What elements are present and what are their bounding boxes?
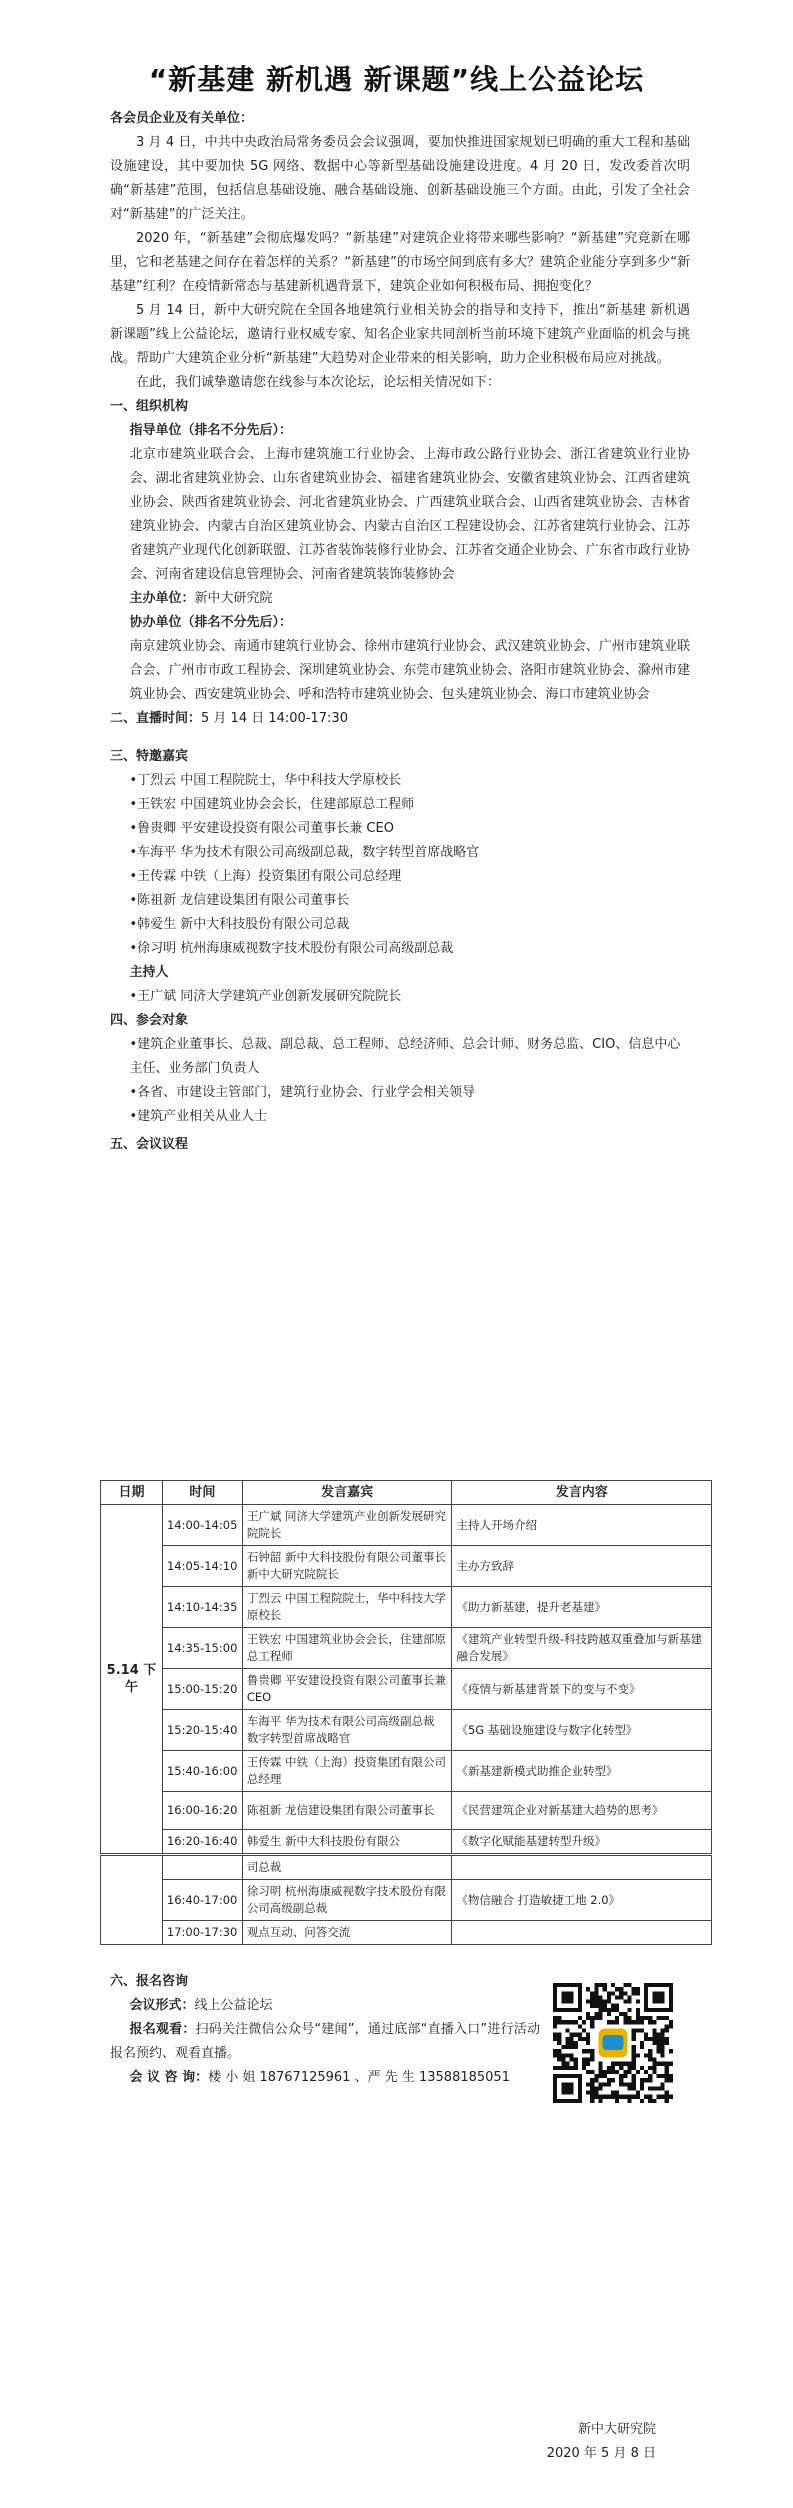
host-unit-label: 主办单位： <box>129 591 195 606</box>
agenda-time: 14:05-14:10 <box>162 1546 242 1587</box>
agenda-speaker: 王铁宏 中国建筑业协会会长，住建部原总工程师 <box>242 1628 452 1669</box>
agenda-speaker: 陈祖新 龙信建设集团有限公司董事长 <box>242 1792 452 1830</box>
agenda-speaker: 石钟韶 新中大科技股份有限公司董事长 新中大研究院院长 <box>242 1546 452 1587</box>
table-row <box>101 1921 712 1945</box>
table-row <box>101 1856 712 1880</box>
intro-paragraph-3: 5 月 14 日，新中大研究院在全国各地建筑行业相关协会的指导和支持下，推出“新基建 新机遇 新课题”线上公益论坛，邀请行业权威专家、知名企业家共同剖析当前环境下建筑产业面临的机会与挑战。帮助广大建筑企业分析“新基建”大趋势对企业带来的相关影响，助力企业积极布局应对挑战。 <box>110 303 690 366</box>
agenda-topic: 《疫情与新基建背景下的变与不变》 <box>452 1669 712 1710</box>
audience-item: •建筑企业董事长、总裁、副总裁、总工程师、总经济师、总会计师、财务总监、CIO、信息中心主任、业务部门负责人 <box>129 1037 681 1076</box>
table-row <box>101 1830 712 1854</box>
guest-item: •徐习明 杭州海康威视数字技术股份有限公司高级副总裁 <box>129 941 454 956</box>
guest-item: •陈祖新 龙信建设集团有限公司董事长 <box>129 893 350 908</box>
agenda-topic <box>452 1921 712 1945</box>
meeting-form-label: 会议形式： <box>129 1998 195 2013</box>
section-guests-heading: 三、特邀嘉宾 <box>110 749 189 764</box>
guest-item: •王传霖 中铁（上海）投资集团有限公司总经理 <box>129 869 402 884</box>
agenda-topic: 主办方致辞 <box>452 1546 712 1587</box>
agenda-topic: 《5G 基础设施建设与数字化转型》 <box>452 1710 712 1751</box>
agenda-time <box>162 1856 242 1880</box>
table-row <box>101 1587 712 1628</box>
agenda-topic: 《新基建新模式助推企业转型》 <box>452 1751 712 1792</box>
agenda-time: 14:00-14:05 <box>162 1505 242 1546</box>
contact-label: 会 议 咨 询： <box>129 2070 209 2085</box>
section-registration-heading: 六、报名咨询 <box>110 1974 189 1989</box>
agenda-speaker: 司总裁 <box>242 1856 452 1880</box>
signature-org: 新中大研究院 <box>577 2422 656 2437</box>
section-organization-heading: 一、组织机构 <box>110 399 189 414</box>
guest-item: •车海平 华为技术有限公司高级副总裁，数字转型首席战略官 <box>129 845 480 860</box>
agenda-speaker: 观点互动、问答交流 <box>242 1921 452 1945</box>
agenda-date-cell: 5.14 下午 <box>101 1505 163 1854</box>
intro-paragraph-2: 2020 年，“新基建”会彻底爆发吗？“新基建”对建筑企业将带来哪些影响？“新基建”究竟新在哪里，它和老基建之间存在着怎样的关系？“新基建”的市场空间到底有多大？建筑企业能分享到多少“新基建”红利？在疫情新常态与基建新机遇背景下，建筑企业如何积极布局、拥抱变化？ <box>110 231 690 294</box>
section-audience-heading: 四、参会对象 <box>110 1013 189 1028</box>
guest-list <box>130 769 691 1009</box>
audience-item: •各省、市建设主管部门，建筑行业协会、行业学会相关领导 <box>129 1085 476 1100</box>
guest-item: •丁烈云 中国工程院院士，华中科技大学原校长 <box>129 773 402 788</box>
section-agenda-heading: 五、会议议程 <box>110 1137 189 1152</box>
agenda-topic: 《建筑产业转型升级-科技跨越双重叠加与新基建融合发展》 <box>452 1628 712 1669</box>
table-row <box>101 1792 712 1830</box>
meeting-form-value: 线上公益论坛 <box>194 1998 273 2013</box>
co-host-units-label: 协办单位（排名不分先后）： <box>129 615 293 630</box>
agenda-topic: 《数字化赋能基建转型升级》 <box>452 1830 712 1854</box>
audience-item: •建筑产业相关从业人士 <box>129 1109 268 1124</box>
guide-units-list: 北京市建筑业联合会、上海市建筑施工行业协会、上海市政公路行业协会、浙江省建筑业行业协会、湖北省建筑业协会、山东省建筑业协会、福建省建筑业协会、安徽省建筑业协会、江西省建筑业协会、陕西省建筑业协会、河北省建筑业协会、广西建筑业联合会、山西省建筑业协会、吉林省建筑业协会、内蒙古自治区建筑业协会、内蒙古自治区工程建设协会、江苏省建筑行业协会、江苏省建筑产业现代化创新联盟、江苏省装饰装修行业协会、江苏省交通企业协会、广东省市政行业协会、河南省建设信息管理协会、河南省建筑装饰装修协会 <box>129 447 690 582</box>
host-unit-value: 新中大研究院 <box>194 591 273 606</box>
table-row <box>101 1710 712 1751</box>
agenda-speaker: 韩爱生 新中大科技股份有限公 <box>242 1830 452 1854</box>
wechat-qr-code <box>553 1983 673 2103</box>
agenda-topic <box>452 1856 712 1880</box>
table-row <box>101 1628 712 1669</box>
guest-item: •鲁贵卿 平安建设投资有限公司董事长兼 CEO <box>129 821 394 836</box>
table-row <box>101 1669 712 1710</box>
agenda-header-speaker: 发言嘉宾 <box>242 1481 452 1505</box>
agenda-topic: 《民营建筑企业对新基建大趋势的思考》 <box>452 1792 712 1830</box>
contact-value: 楼 小 姐 18767125961 、严 先 生 13588185051 <box>208 2070 510 2085</box>
agenda-table-continued <box>100 1855 712 1945</box>
agenda-time: 14:35-15:00 <box>162 1628 242 1669</box>
intro-paragraph-4: 在此，我们诚挚邀请您在线参与本次论坛，论坛相关情况如下： <box>136 375 501 390</box>
signature-date: 2020 年 5 月 8 日 <box>546 2446 656 2461</box>
agenda-table <box>100 1480 712 1854</box>
moderator-item: •王广斌 同济大学建筑产业创新发展研究院院长 <box>129 989 402 1004</box>
agenda-time: 14:10-14:35 <box>162 1587 242 1628</box>
agenda-speaker: 王传霖 中铁（上海）投资集团有限公司总经理 <box>242 1751 452 1792</box>
agenda-speaker: 丁烈云 中国工程院院士，华中科技大学原校长 <box>242 1587 452 1628</box>
watch-label: 报名观看： <box>129 2022 196 2037</box>
agenda-time: 17:00-17:30 <box>162 1921 242 1945</box>
guide-units-label: 指导单位（排名不分先后）： <box>129 423 293 438</box>
co-host-units-list: 南京建筑业协会、南通市建筑行业协会、徐州市建筑行业协会、武汉建筑业协会、广州市建筑业联合会、广州市市政工程协会、深圳建筑业协会、东莞市建筑业协会、洛阳市建筑业协会、滁州市建筑业协会、西安建筑业协会、呼和浩特市建筑业协会、包头建筑业协会、海口市建筑业协会 <box>129 639 690 702</box>
agenda-time: 15:40-16:00 <box>162 1751 242 1792</box>
agenda-topic: 《助力新基建，提升老基建》 <box>452 1587 712 1628</box>
agenda-time: 16:40-17:00 <box>162 1880 242 1921</box>
table-row <box>101 1546 712 1587</box>
table-row <box>101 1751 712 1792</box>
audience-list <box>130 1033 691 1129</box>
moderator-label: 主持人 <box>129 965 169 980</box>
agenda-speaker: 鲁贵卿 平安建设投资有限公司董事长兼 CEO <box>242 1669 452 1710</box>
agenda-time: 15:20-15:40 <box>162 1710 242 1751</box>
table-row <box>101 1505 712 1546</box>
page-title: “新基建 新机遇 新课题”线上公益论坛 <box>148 63 645 96</box>
agenda-time: 15:00-15:20 <box>162 1669 242 1710</box>
agenda-time: 16:00-16:20 <box>162 1792 242 1830</box>
guest-item: •韩爱生 新中大科技股份有限公司总裁 <box>129 917 350 932</box>
agenda-speaker: 王广斌 同济大学建筑产业创新发展研究院院长 <box>242 1505 452 1546</box>
agenda-topic: 主持人开场介绍 <box>452 1505 712 1546</box>
agenda-time: 16:20-16:40 <box>162 1830 242 1854</box>
agenda-header-time: 时间 <box>162 1481 242 1505</box>
intro-paragraph-1: 3 月 4 日，中共中央政治局常务委员会会议强调，要加快推进国家规划已明确的重大工程和基础设施建设，其中要加快 5G 网络、数据中心等新型基础设施建设进度。4 月 20 日，发改委首次明确“新基建”范围，包括信息基础设施、融合基础设施、创新基础设施三个方面。由此，引发了全社会对“新基建”的广泛关注。 <box>110 135 690 222</box>
section-time-heading: 二、直播时间： <box>110 711 202 726</box>
agenda-header-date: 日期 <box>101 1481 163 1505</box>
agenda-speaker: 车海平 华为技术有限公司高级副总裁 数字转型首席战略官 <box>242 1710 452 1751</box>
live-time-value: 5 月 14 日 14:00-17:30 <box>201 711 348 726</box>
agenda-speaker: 徐习明 杭州海康威视数字技术股份有限公司高级副总裁 <box>242 1880 452 1921</box>
watch-instructions: 扫码关注微信公众号“建闻”，通过底部“直播入口”进行活动报名预约、观看直播。 <box>110 2022 540 2061</box>
guest-item: •王铁宏 中国建筑业协会会长，住建部原总工程师 <box>129 797 415 812</box>
agenda-header-topic: 发言内容 <box>452 1481 712 1505</box>
salutation: 各会员企业及有关单位： <box>110 111 254 126</box>
agenda-topic: 《物信融合 打造敏捷工地 2.0》 <box>452 1880 712 1921</box>
table-row <box>101 1880 712 1921</box>
